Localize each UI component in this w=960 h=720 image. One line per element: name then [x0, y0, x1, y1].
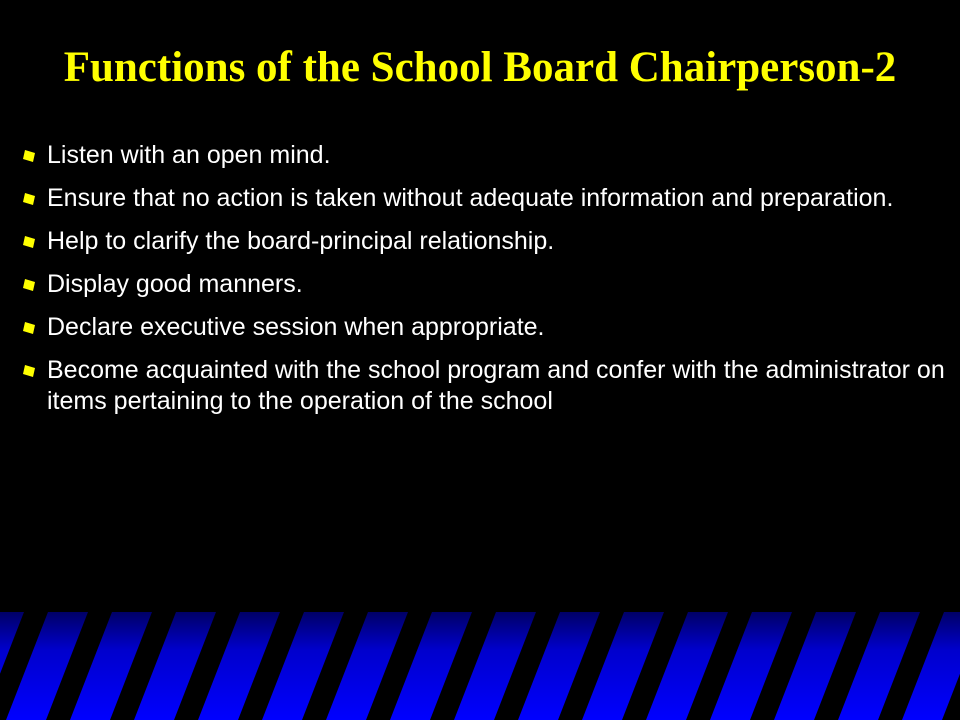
bullet-item [22, 269, 952, 300]
bullet-item [22, 140, 952, 171]
blue-stripe [70, 612, 152, 720]
blue-stripe [198, 612, 280, 720]
bullet-list [22, 140, 952, 429]
bullet-item [22, 226, 952, 257]
bullet-text: Declare executive session when appropriate. [47, 313, 545, 341]
blue-stripe [454, 612, 536, 720]
blue-stripes-decoration [0, 612, 960, 720]
blue-stripe [326, 612, 408, 720]
bullet-text: Listen with an open mind. [47, 141, 331, 169]
blue-stripe [262, 612, 344, 720]
diamond-bullet-icon [22, 226, 47, 257]
bullet-text: Help to clarify the board-principal relationship. [47, 227, 555, 255]
bullet-item [22, 312, 952, 343]
diamond-bullet-icon [22, 312, 47, 343]
diamond-bullet-icon [22, 183, 47, 214]
bullet-text: Ensure that no action is taken without adequate information and preparation. [47, 184, 894, 212]
blue-stripe [6, 612, 88, 720]
bullet-text: Display good manners. [47, 270, 303, 298]
bullet-item [22, 183, 952, 214]
bullet-text: Become acquainted with the school program and confer with the administrator on items pertaining to the operation of the school [47, 356, 945, 415]
blue-stripe [390, 612, 472, 720]
blue-stripe [774, 612, 856, 720]
diamond-bullet-icon [22, 355, 47, 386]
diamond-bullet-icon [22, 269, 47, 300]
blue-stripe [838, 612, 920, 720]
blue-stripe [582, 612, 664, 720]
blue-stripe [518, 612, 600, 720]
blue-stripe [134, 612, 216, 720]
blue-stripe [646, 612, 728, 720]
slide-title: Functions of the School Board Chairperson-2 [63, 44, 897, 91]
diamond-bullet-icon [22, 140, 47, 171]
bullet-item [22, 355, 952, 417]
blue-stripe [710, 612, 792, 720]
